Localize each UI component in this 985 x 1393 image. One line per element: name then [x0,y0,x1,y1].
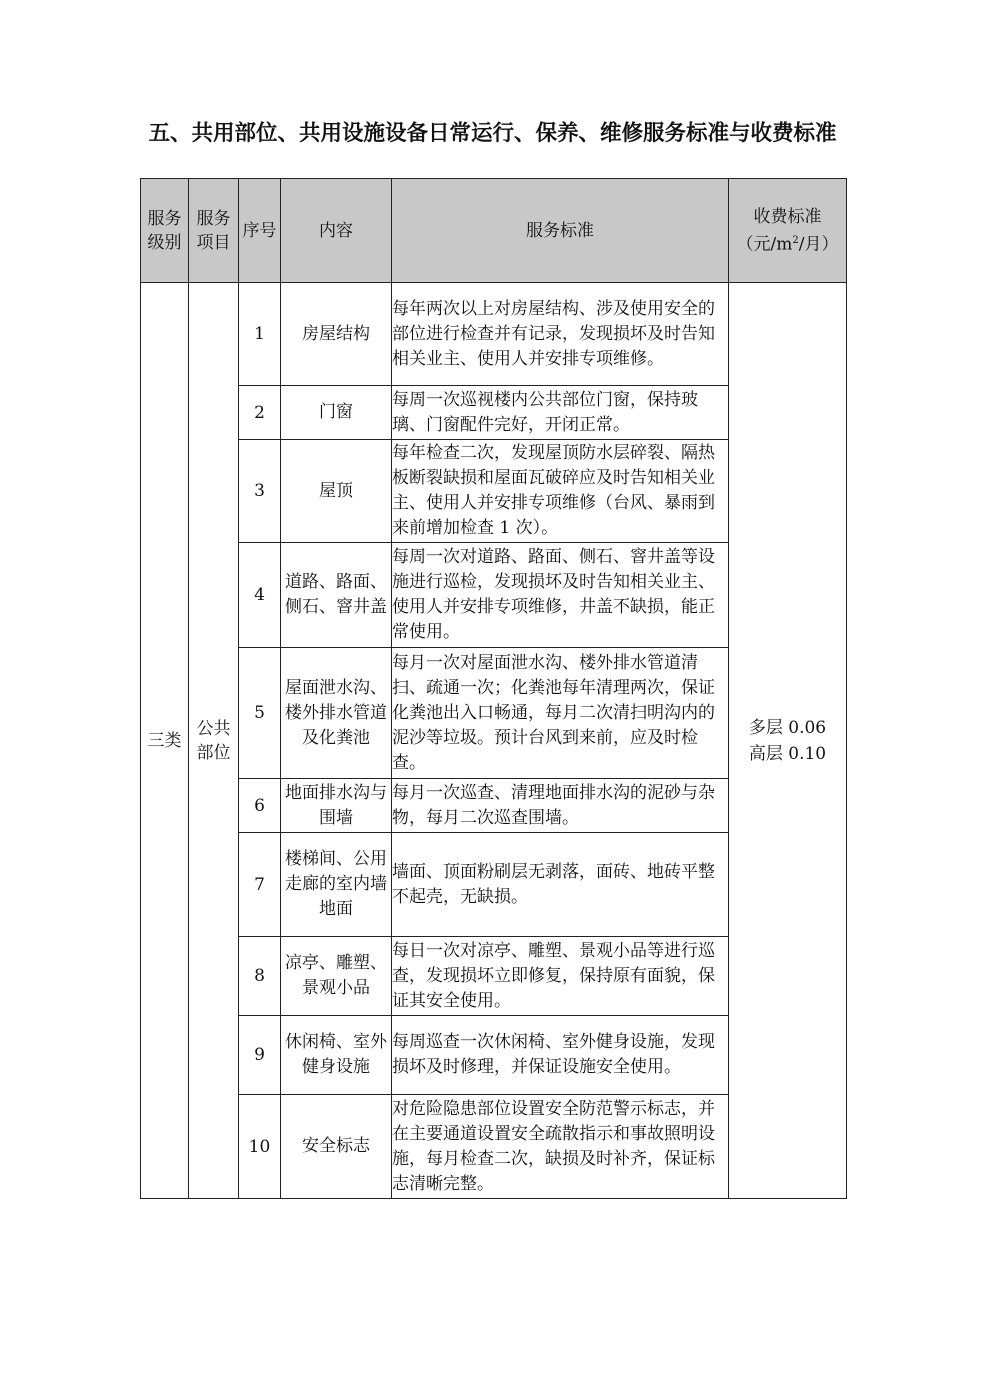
standard-cell: 对危险隐患部位设置安全防范警示标志，并在主要通道设置安全疏散指示和事故照明设施，每月检查二次，缺损及时补齐，保证标志清晰完整。 [392,1095,729,1199]
content-cell: 屋顶 [281,440,392,543]
standard-cell: 每年两次以上对房屋结构、涉及使用安全的部位进行检查并有记录，发现损坏及时告知相关业主、使用人并安排专项维修。 [392,283,729,386]
standard-cell: 每月一次对屋面泄水沟、楼外排水管道清扫、疏通一次；化粪池每年清理两次，保证化粪池出入口畅通，每月二次清扫明沟内的泥沙等垃圾。预计台风到来前，应及时检查。 [392,648,729,779]
page-title: 五、共用部位、共用设施设备日常运行、保养、维修服务标准与收费标准 [148,121,837,146]
standard-cell: 每周一次巡视楼内公共部位门窗，保持玻璃、门窗配件完好，开闭正常。 [392,386,729,440]
seq-cell: 3 [239,440,281,543]
seq-cell: 2 [239,386,281,440]
header-seq: 序号 [239,179,281,283]
header-service-level: 服务级别 [141,179,189,283]
header-service-project: 服务项目 [189,179,239,283]
standard-cell: 每周一次对道路、路面、侧石、窨井盖等设施进行巡检，发现损坏及时告知相关业主、使用人并安排专项维修，井盖不缺损，能正常使用。 [392,543,729,648]
service-standard-table [140,178,847,1199]
standard-cell: 每周巡查一次休闲椅、室外健身设施，发现损坏及时修理，并保证设施安全使用。 [392,1016,729,1095]
seq-cell: 7 [239,833,281,937]
standard-cell: 墙面、顶面粉刷层无剥落，面砖、地砖平整不起壳，无缺损。 [392,833,729,937]
content-cell: 房屋结构 [281,283,392,386]
header-row [141,179,847,283]
header-fee-sup: 2 [792,234,799,246]
content-cell: 安全标志 [281,1095,392,1199]
seq-cell: 4 [239,543,281,648]
fee-line-high-rise: 高层 0.10 [748,743,827,764]
seq-cell: 9 [239,1016,281,1095]
standard-cell: 每日一次对凉亭、雕塑、景观小品等进行巡查，发现损坏立即修复，保持原有面貌，保证其安全使用。 [392,937,729,1016]
content-cell: 地面排水沟与围墙 [281,779,392,833]
content-cell: 屋面泄水沟、楼外排水管道及化粪池 [281,648,392,779]
content-cell: 道路、路面、侧石、窨井盖 [281,543,392,648]
standard-cell: 每月一次巡查、清理地面排水沟的泥砂与杂物，每月二次巡查围墙。 [392,779,729,833]
header-fee [729,179,847,283]
content-cell: 休闲椅、室外健身设施 [281,1016,392,1095]
seq-cell: 8 [239,937,281,1016]
standard-cell: 每年检查二次，发现屋顶防水层碎裂、隔热板断裂缺损和屋面瓦破碎应及时告知相关业主、使用人并安排专项维修（台风、暴雨到来前增加检查 1 次）。 [392,440,729,543]
content-cell: 凉亭、雕塑、景观小品 [281,937,392,1016]
service-class-cell: 三类 [141,283,189,1199]
header-fee-text-b: /月） [798,234,839,255]
table-row [141,283,847,386]
seq-cell: 5 [239,648,281,779]
fee-line-multi-storey: 多层 0.06 [748,717,827,738]
seq-cell: 1 [239,283,281,386]
fee-cell [729,283,847,1199]
seq-cell: 10 [239,1095,281,1199]
header-content: 内容 [281,179,392,283]
seq-cell: 6 [239,779,281,833]
header-fee-text-a: 收费标准（元/m [736,206,822,255]
service-project-cell: 公共部位 [189,283,239,1199]
content-cell: 楼梯间、公用走廊的室内墙地面 [281,833,392,937]
content-cell: 门窗 [281,386,392,440]
header-standard: 服务标准 [392,179,729,283]
